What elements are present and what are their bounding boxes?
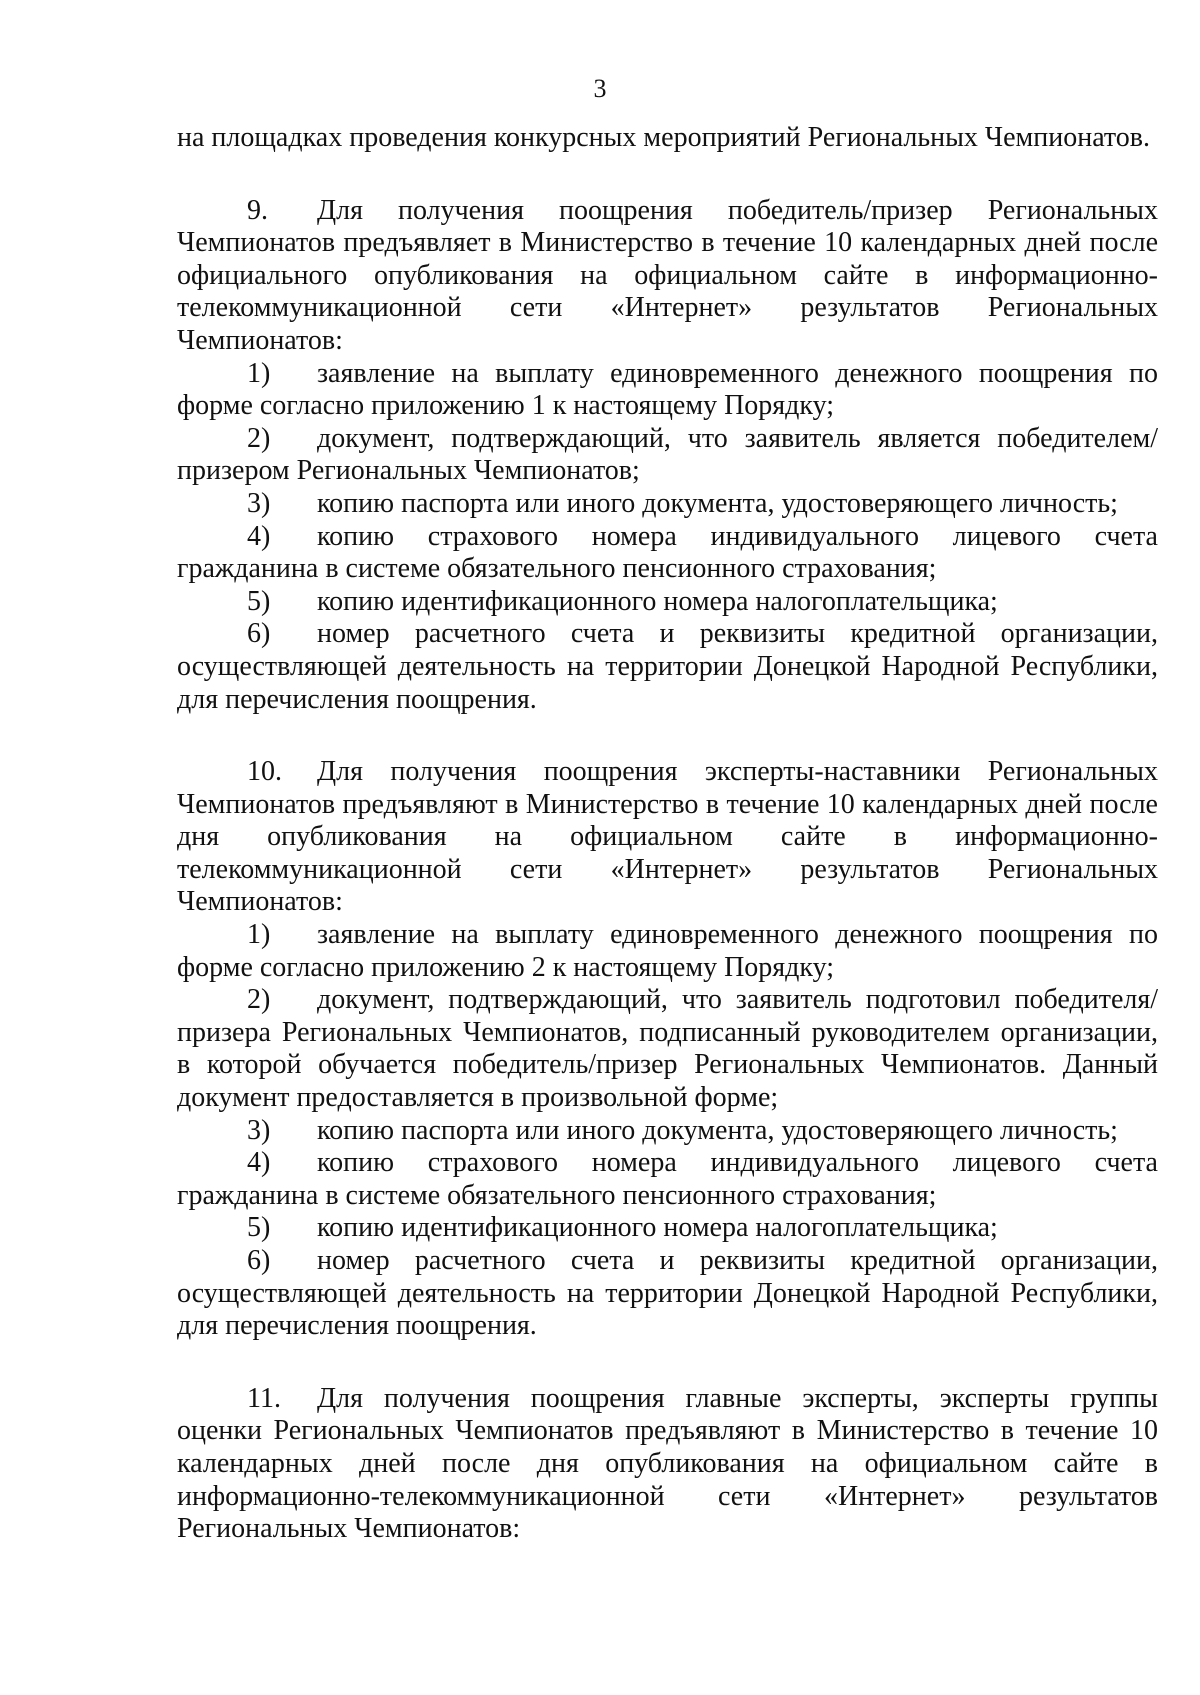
list-item-text: копию страхового номера индивидуального лицевого счета гражданина в системе обязательного пенсионного страхования;	[177, 520, 1158, 585]
list-item	[177, 1115, 1158, 1148]
list-item-number: 3)	[247, 487, 271, 519]
list-item	[177, 488, 1158, 521]
list-item-number: 2)	[247, 984, 271, 1016]
list-item-number: 5)	[247, 1212, 271, 1244]
section-number: 9.	[247, 194, 268, 226]
list-item	[177, 586, 1158, 619]
list-item	[177, 1212, 1158, 1245]
section-text: Для получения поощрения эксперты-наставники Региональных Чемпионатов предъявляют в Министерство в течение 10 календарных дней после дня опубликования на официальном сайте в информационно-телекоммуникационной сети «Интернет» результатов Региональных Чемпионатов:	[177, 756, 1158, 918]
list-item-text: документ, подтверждающий, что заявитель подготовил победителя/призера Региональных Чемпионатов, подписанный руководителем организации, в которой обучается победитель/призер Региональных Чемпионатов. Данный документ предоставляется в произвольной форме;	[177, 984, 1158, 1114]
list-item-number: 1)	[247, 357, 271, 389]
section-9-lead	[177, 195, 1158, 358]
list-item-number: 3)	[247, 1114, 271, 1146]
list-item-text: копию паспорта или иного документа, удостоверяющего личность;	[317, 1114, 1118, 1146]
section-10-lead	[177, 756, 1158, 919]
list-item-number: 6)	[247, 618, 271, 650]
list-item-number: 6)	[247, 1245, 271, 1276]
section-11-lead	[177, 1383, 1158, 1546]
section-10	[177, 756, 1158, 1343]
list-item-number: 1)	[247, 919, 271, 951]
list-item-text: номер расчетного счета и реквизиты кредитной организации, осуществляющей деятельность на территории Донецкой Народной Республики, для перечисления поощрения.	[177, 618, 1158, 715]
section-11	[177, 1383, 1158, 1546]
list-item	[177, 919, 1158, 984]
list-item	[177, 521, 1158, 586]
list-item	[177, 618, 1158, 716]
section-text: Для получения поощрения победитель/призер Региональных Чемпионатов предъявляет в Министерство в течение 10 календарных дней после официального опубликования на официальном сайте в информационно-телекоммуникационной сети «Интернет» результатов Региональных Чемпионатов:	[177, 194, 1158, 356]
list-item	[177, 423, 1158, 488]
list-item	[177, 1147, 1158, 1212]
section-number: 11.	[247, 1382, 281, 1414]
list-item-text: копию страхового номера индивидуального лицевого счета гражданина в системе обязательного пенсионного страхования;	[177, 1147, 1158, 1211]
intro-paragraph: на площадках проведения конкурсных мероприятий Региональных Чемпионатов.	[177, 122, 1151, 153]
list-item-number: 4)	[247, 520, 271, 552]
document-body	[177, 122, 1158, 1546]
list-item-text: заявление на выплату единовременного денежного поощрения по форме согласно приложению 1 к настоящему Порядку;	[177, 357, 1158, 422]
list-item-text: номер расчетного счета и реквизиты кредитной организации, осуществляющей деятельность на территории Донецкой Народной Республики, для перечисления поощрения.	[177, 1245, 1158, 1342]
paragraph-gap	[177, 155, 1158, 195]
list-item	[177, 984, 1158, 1114]
page-number: 3	[593, 74, 607, 103]
list-item-text: заявление на выплату единовременного денежного поощрения по форме согласно приложению 2 к настоящему Порядку;	[177, 919, 1158, 983]
section-number: 10.	[247, 756, 282, 788]
section-text: Для получения поощрения главные эксперты, эксперты группы оценки Региональных Чемпионатов предъявляют в Министерство в течение 10 календарных дней после дня опубликования на официальном сайте в информационно-телекоммуникационной сети «Интернет» результатов Региональных Чемпионатов:	[177, 1382, 1158, 1545]
paragraph-gap	[177, 1343, 1158, 1383]
paragraph-gap	[177, 716, 1158, 756]
list-item-text: копию паспорта или иного документа, удостоверяющего личность;	[317, 487, 1118, 519]
list-item-number: 2)	[247, 422, 271, 454]
list-item-number: 5)	[247, 585, 271, 617]
list-item-text: копию идентификационного номера налогоплательщика;	[317, 585, 998, 617]
list-item-text: копию идентификационного номера налогоплательщика;	[317, 1212, 998, 1244]
list-item	[177, 358, 1158, 423]
list-item	[177, 1245, 1158, 1343]
list-item-number: 4)	[247, 1147, 271, 1179]
section-9	[177, 195, 1158, 717]
list-item-text: документ, подтверждающий, что заявитель является победителем/призером Региональных Чемпионатов;	[177, 422, 1158, 487]
